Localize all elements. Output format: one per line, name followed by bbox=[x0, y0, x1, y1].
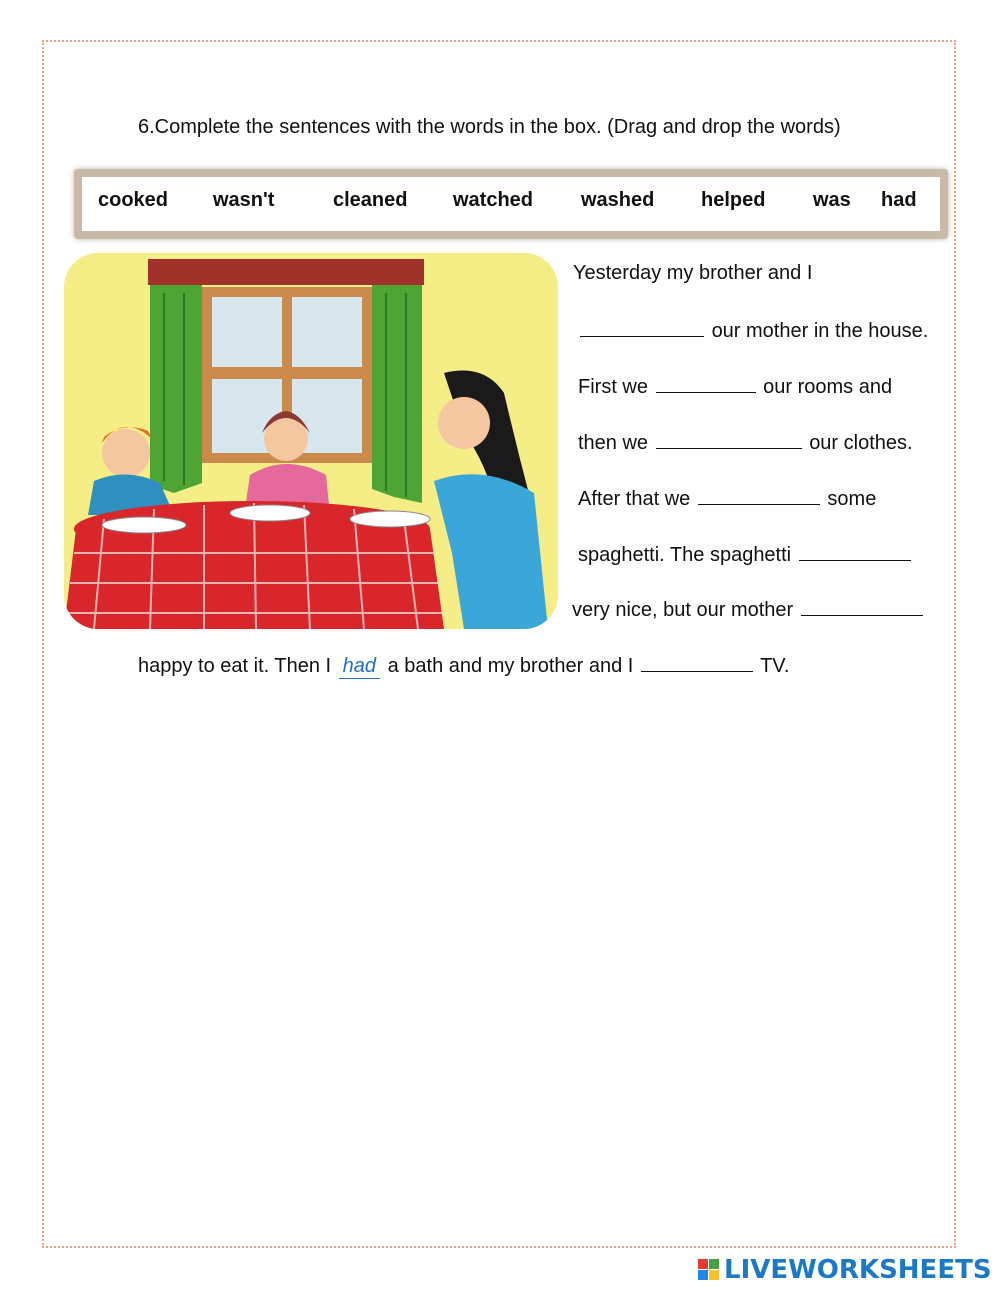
story-line-8: happy to eat it. Then I had a bath and my brother and I TV. bbox=[138, 655, 790, 677]
blank-4[interactable] bbox=[698, 486, 820, 505]
brand-name: LIVEWORKSHEETS bbox=[724, 1255, 992, 1285]
word-cleaned[interactable]: cleaned bbox=[333, 189, 408, 211]
blank-3[interactable] bbox=[656, 430, 802, 449]
word-bank bbox=[74, 169, 948, 239]
story-line-2: our mother in the house. bbox=[578, 318, 928, 343]
blank-5[interactable] bbox=[799, 542, 911, 561]
liveworksheets-logo-icon bbox=[698, 1259, 720, 1281]
word-helped[interactable]: helped bbox=[701, 189, 766, 211]
story-line-3: First we our rooms and bbox=[578, 376, 893, 398]
story-line-6: spaghetti. The spaghetti bbox=[578, 542, 913, 567]
word-cooked[interactable]: cooked bbox=[98, 189, 169, 211]
word-was[interactable]: was bbox=[813, 189, 851, 211]
blank-7[interactable] bbox=[641, 653, 753, 672]
story-line-5: After that we some bbox=[578, 488, 877, 510]
word-had[interactable]: had bbox=[881, 189, 917, 211]
family-dinner-illustration bbox=[64, 253, 558, 629]
blank-2[interactable] bbox=[656, 374, 756, 393]
dinner-scene-image bbox=[64, 253, 558, 629]
story-line-4: then we our clothes. bbox=[578, 432, 913, 454]
story-line-7: very nice, but our mother bbox=[572, 597, 925, 622]
word-washed[interactable]: washed bbox=[581, 189, 655, 211]
liveworksheets-logo bbox=[698, 1255, 992, 1285]
blank-1[interactable] bbox=[580, 318, 704, 337]
word-watched[interactable]: watched bbox=[453, 189, 534, 211]
blank-6[interactable] bbox=[801, 597, 923, 616]
filled-answer-had[interactable]: had bbox=[339, 655, 380, 679]
story-line-1: Yesterday my brother and I bbox=[573, 262, 813, 284]
word-wasnt[interactable]: wasn't bbox=[213, 189, 275, 211]
instruction-text: 6.Complete the sentences with the words in the box. (Drag and drop the words) bbox=[138, 116, 841, 138]
